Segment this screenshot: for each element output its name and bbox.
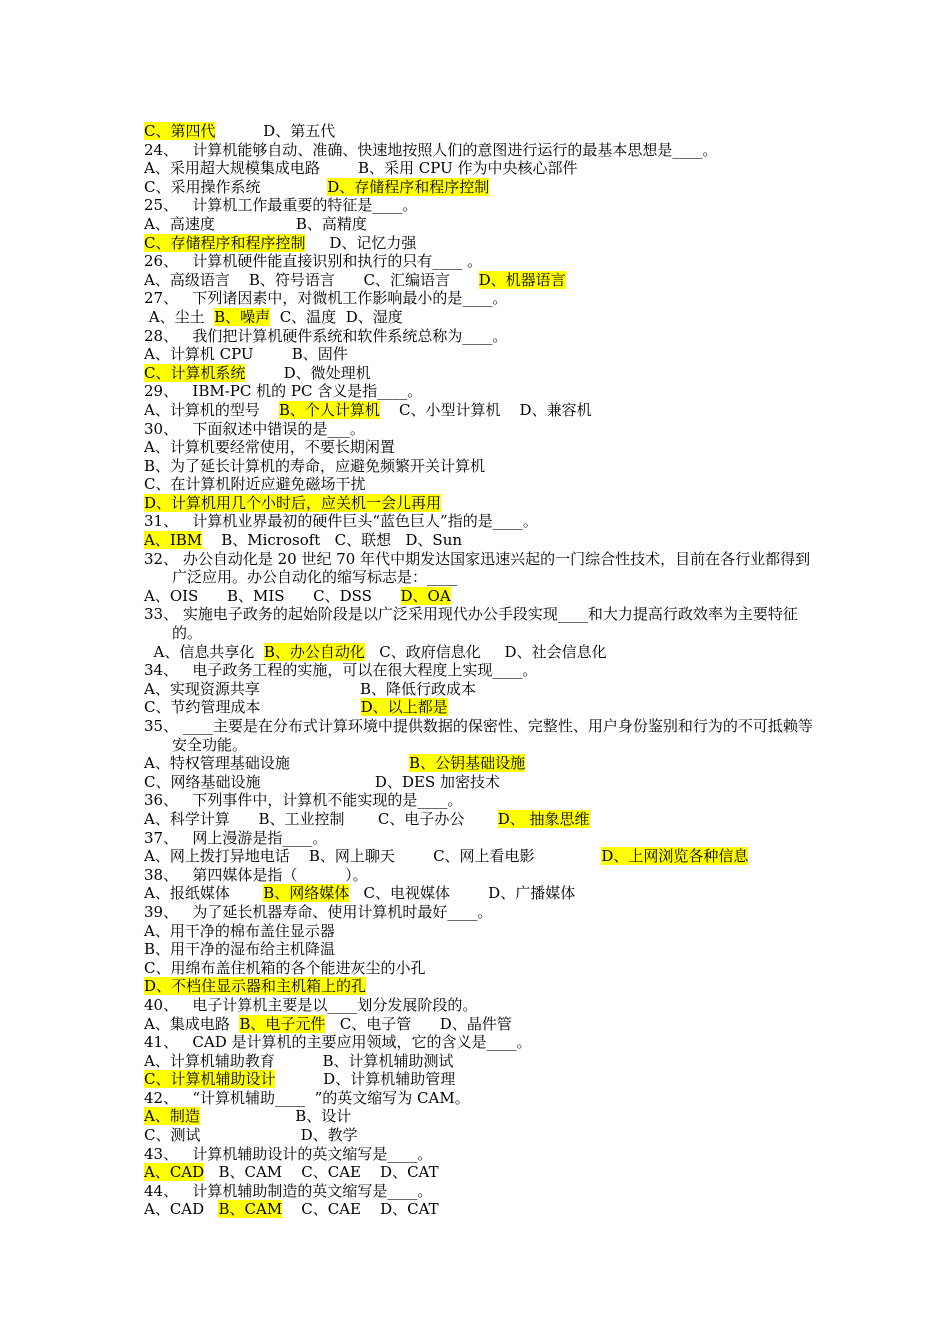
document-line bbox=[144, 922, 824, 941]
document-line bbox=[144, 475, 824, 494]
document-line bbox=[144, 1015, 824, 1034]
line-text: 25、 计算机工作最重要的特征是____。 bbox=[144, 196, 418, 215]
document-line bbox=[144, 829, 824, 848]
document-line bbox=[144, 420, 824, 439]
line-text: 32、 办公自动化是 20 世纪 70 年代中期发达国家迅速兴起的一门综合性技术，目前在各行业都得到广泛应用。办公自动化的缩写标志是：____ bbox=[144, 549, 811, 587]
line-text: A、特权管理基础设施 bbox=[144, 754, 410, 773]
line-text: B、Microsoft C、联想 D、Sun bbox=[202, 531, 463, 550]
line-text: A、网上拨打异地电话 B、网上聊天 C、网上看电影 bbox=[144, 847, 602, 866]
document-line bbox=[144, 252, 824, 271]
highlighted-answer: D、OA bbox=[400, 586, 451, 605]
highlighted-answer: D、上网浏览各种信息 bbox=[601, 847, 749, 866]
document-line bbox=[144, 1126, 824, 1145]
line-text: C、节约管理成本 bbox=[144, 698, 361, 717]
document-line bbox=[144, 754, 824, 773]
line-text: B、CAM C、CAE D、CAT bbox=[204, 1163, 439, 1182]
highlighted-answer: D、存储程序和程序控制 bbox=[327, 177, 490, 196]
line-text: 31、 计算机业界最初的硬件巨头“蓝色巨人”指的是____。 bbox=[144, 512, 538, 531]
document-line bbox=[144, 1089, 824, 1108]
line-text: 28、 我们把计算机硬件系统和软件系统总称为____。 bbox=[144, 326, 508, 345]
highlighted-answer: B、办公自动化 bbox=[263, 642, 365, 661]
highlighted-answer: C、第四代 bbox=[144, 122, 216, 140]
document-line bbox=[144, 494, 824, 513]
document-line bbox=[144, 234, 824, 253]
line-text: 30、 下面叙述中错误的是___。 bbox=[144, 419, 365, 438]
line-text: A、信息共享化 bbox=[144, 642, 264, 661]
line-text: 34、 电子政务工程的实施，可以在很大程度上实现____。 bbox=[144, 661, 538, 680]
highlighted-answer: D、不档住显示器和主机箱上的孔 bbox=[144, 977, 367, 996]
document-line bbox=[144, 308, 824, 327]
highlighted-answer: D、以上都是 bbox=[360, 698, 448, 717]
line-text: 40、 电子计算机主要是以____划分发展阶段的。 bbox=[144, 995, 478, 1014]
line-text: A、高级语言 B、符号语言 C、汇编语言 bbox=[144, 270, 479, 289]
document-line bbox=[144, 122, 824, 141]
highlighted-answer: B、电子元件 bbox=[239, 1014, 326, 1033]
line-text: A、高速度 B、高精度 bbox=[144, 214, 367, 233]
line-text: C、电视媒体 D、广播媒体 bbox=[349, 884, 576, 903]
document-line bbox=[144, 605, 824, 642]
highlighted-answer: D、 抽象思维 bbox=[497, 809, 590, 828]
line-text: A、用干净的棉布盖住显示器 bbox=[144, 921, 335, 940]
highlighted-answer: B、公钥基础设施 bbox=[409, 754, 526, 773]
line-text: A、计算机要经常使用，不要长期闲置 bbox=[144, 438, 395, 457]
line-text: C、电子管 D、晶件管 bbox=[325, 1014, 512, 1033]
line-text: 27、 下列诸因素中，对微机工作影响最小的是____。 bbox=[144, 289, 508, 308]
line-text: B、设计 bbox=[199, 1107, 352, 1126]
document-line bbox=[144, 884, 824, 903]
document-line bbox=[144, 382, 824, 401]
line-text: 37、 网上漫游是指____。 bbox=[144, 828, 328, 847]
document-line bbox=[144, 1200, 824, 1219]
document-page bbox=[144, 122, 824, 1219]
line-text: B、为了延长计算机的寿命，应避免频繁开关计算机 bbox=[144, 456, 486, 475]
document-line bbox=[144, 940, 824, 959]
document-line bbox=[144, 141, 824, 160]
document-line bbox=[144, 1052, 824, 1071]
line-text: C、CAE D、CAT bbox=[282, 1200, 439, 1219]
document-line bbox=[144, 680, 824, 699]
line-text: C、网络基础设施 D、DES 加密技术 bbox=[144, 772, 500, 791]
document-line bbox=[144, 531, 824, 550]
document-line bbox=[144, 271, 824, 290]
line-text: 26、 计算机硬件能直接识别和执行的只有____ 。 bbox=[144, 252, 483, 271]
document-line bbox=[144, 996, 824, 1015]
line-text: 24、 计算机能够自动、准确、快速地按照人们的意图进行运行的最基本思想是____。 bbox=[144, 140, 718, 159]
highlighted-answer: A、CAD bbox=[144, 1163, 205, 1182]
document-line bbox=[144, 717, 824, 754]
line-text: D、微处理机 bbox=[245, 363, 371, 382]
line-text: C、温度 D、湿度 bbox=[270, 307, 403, 326]
document-line bbox=[144, 401, 824, 420]
document-line bbox=[144, 457, 824, 476]
line-text: A、计算机 CPU B、固件 bbox=[144, 345, 348, 364]
highlighted-answer: B、CAM bbox=[218, 1200, 283, 1219]
document-line bbox=[144, 1145, 824, 1164]
line-text: A、科学计算 B、工业控制 C、电子办公 bbox=[144, 809, 498, 828]
highlighted-answer: C、计算机系统 bbox=[144, 363, 246, 382]
line-text: A、OIS B、MIS C、DSS bbox=[144, 586, 401, 605]
line-text: C、小型计算机 D、兼容机 bbox=[379, 400, 592, 419]
line-text: A、集成电路 bbox=[144, 1014, 240, 1033]
document-line bbox=[144, 1033, 824, 1052]
line-text: 29、 IBM-PC 机的 PC 含义是指____。 bbox=[144, 382, 423, 401]
line-text: 36、 下列事件中，计算机不能实现的是____。 bbox=[144, 791, 463, 810]
document-line bbox=[144, 903, 824, 922]
line-text: C、测试 D、教学 bbox=[144, 1126, 358, 1145]
line-text: 39、 为了延长机器寿命、使用计算机时最好____。 bbox=[144, 902, 493, 921]
document-line bbox=[144, 977, 824, 996]
line-text: A、报纸媒体 bbox=[144, 884, 264, 903]
document-line bbox=[144, 327, 824, 346]
highlighted-answer: D、机器语言 bbox=[478, 270, 566, 289]
highlighted-answer: B、噪声 bbox=[214, 307, 271, 326]
document-line bbox=[144, 643, 824, 662]
document-line bbox=[144, 345, 824, 364]
line-text: 44、 计算机辅助制造的英文缩写是____。 bbox=[144, 1181, 433, 1200]
document-line bbox=[144, 1070, 824, 1089]
highlighted-answer: C、存储程序和程序控制 bbox=[144, 233, 306, 252]
document-line bbox=[144, 364, 824, 383]
line-text: 38、 第四媒体是指（ ）。 bbox=[144, 865, 368, 884]
line-text: 43、 计算机辅助设计的英文缩写是____。 bbox=[144, 1144, 433, 1163]
line-text: A、实现资源共享 B、降低行政成本 bbox=[144, 679, 476, 698]
line-text: 33、 实施电子政务的起始阶段是以广泛采用现代办公手段实现____和大力提高行政效率为主要特征的。 bbox=[144, 605, 798, 643]
document-line bbox=[144, 196, 824, 215]
document-line bbox=[144, 289, 824, 308]
document-line bbox=[144, 810, 824, 829]
line-text: C、用绵布盖住机箱的各个能进灰尘的小孔 bbox=[144, 958, 426, 977]
line-text: C、采用操作系统 bbox=[144, 177, 328, 196]
line-text: 41、 CAD 是计算机的主要应用领域，它的含义是____。 bbox=[144, 1033, 532, 1052]
line-text: C、政府信息化 D、社会信息化 bbox=[364, 642, 607, 661]
line-text: A、计算机辅助教育 B、计算机辅助测试 bbox=[144, 1051, 454, 1070]
document-line bbox=[144, 1163, 824, 1182]
line-text: A、尘土 bbox=[144, 307, 215, 326]
document-line bbox=[144, 587, 824, 606]
line-text: A、CAD bbox=[144, 1200, 219, 1219]
document-line bbox=[144, 159, 824, 178]
document-line bbox=[144, 1182, 824, 1201]
line-text: D、记忆力强 bbox=[305, 233, 417, 252]
document-line bbox=[144, 661, 824, 680]
highlighted-answer: B、个人计算机 bbox=[278, 400, 380, 419]
line-text: 35、 ____主要是在分布式计算环境中提供数据的保密性、完整性、用户身份鉴别和行为的不可抵赖等安全功能。 bbox=[144, 717, 813, 754]
line-text: 42、 “计算机辅助____ ”的英文缩写为 CAM。 bbox=[144, 1088, 470, 1107]
line-text: A、采用超大规模集成电路 B、采用 CPU 作为中央核心部件 bbox=[144, 159, 578, 178]
document-line bbox=[144, 698, 824, 717]
document-line bbox=[144, 866, 824, 885]
highlighted-answer: C、计算机辅助设计 bbox=[144, 1070, 276, 1089]
highlighted-answer: B、网络媒体 bbox=[263, 884, 350, 903]
document-line bbox=[144, 773, 824, 792]
line-text: C、在计算机附近应避免磁场干扰 bbox=[144, 475, 366, 494]
document-line bbox=[144, 959, 824, 978]
document-line bbox=[144, 847, 824, 866]
line-text: D、计算机辅助管理 bbox=[275, 1070, 456, 1089]
document-line bbox=[144, 512, 824, 531]
document-line bbox=[144, 550, 824, 587]
highlighted-answer: A、制造 bbox=[144, 1107, 200, 1126]
line-text: D、第五代 bbox=[215, 122, 336, 140]
document-line bbox=[144, 1107, 824, 1126]
line-text: A、计算机的型号 bbox=[144, 400, 279, 419]
document-line bbox=[144, 438, 824, 457]
line-text: B、用干净的湿布给主机降温 bbox=[144, 940, 336, 959]
document-line bbox=[144, 791, 824, 810]
highlighted-answer: A、IBM bbox=[144, 531, 203, 550]
document-line bbox=[144, 178, 824, 197]
highlighted-answer: D、计算机用几个小时后，应关机一会儿再用 bbox=[144, 493, 442, 512]
document-line bbox=[144, 215, 824, 234]
